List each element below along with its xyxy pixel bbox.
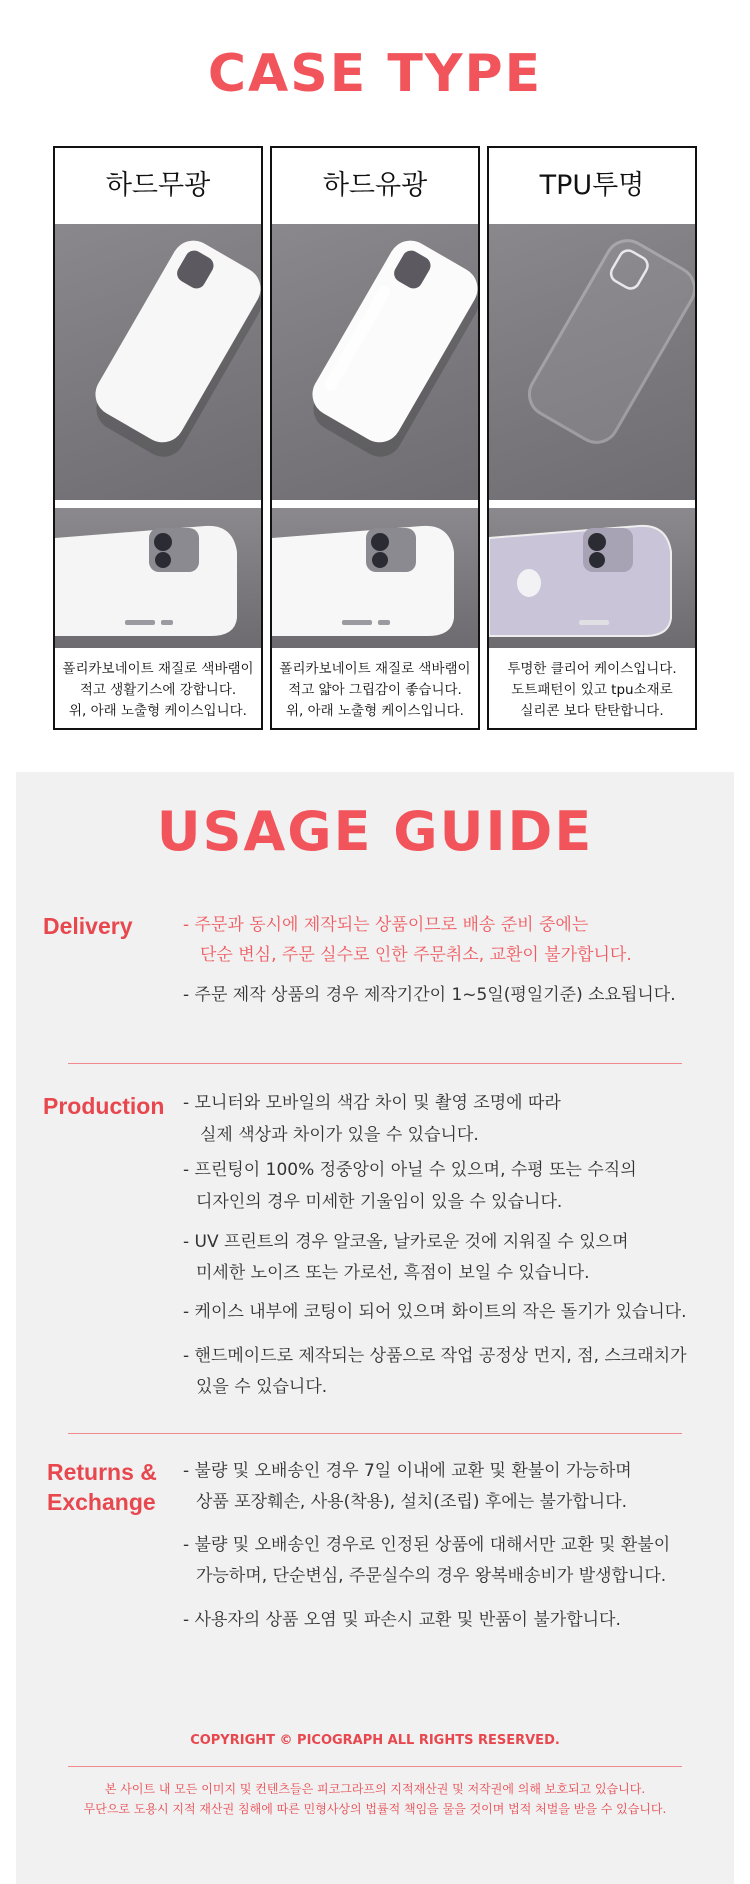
- case-photo-side: [55, 508, 261, 648]
- production-line: 미세한 노이즈 또는 가로선, 흑점이 보일 수 있습니다.: [196, 1263, 590, 1283]
- case-photo-side: [272, 508, 478, 648]
- delivery-line: - 주문과 동시에 제작되는 상품이므로 배송 준비 중에는: [183, 915, 589, 935]
- case-desc-line: 폴리카보네이트 재질로 색바램이: [62, 660, 254, 677]
- case-description: [489, 652, 695, 728]
- case-photo-side: [489, 508, 695, 648]
- production-line: - UV 프린트의 경우 알코올, 날카로운 것에 지워질 수 있으며: [183, 1232, 629, 1252]
- returns-line: - 사용자의 상품 오염 및 파손시 교환 및 반품이 불가합니다.: [183, 1610, 621, 1630]
- delivery-label: Delivery: [43, 913, 133, 939]
- case-name: 하드무광: [105, 170, 211, 201]
- returns-line: 가능하며, 단순변심, 주문실수의 경우 왕복배송비가 발생합니다.: [196, 1566, 667, 1586]
- production-line: 실제 색상과 차이가 있을 수 있습니다.: [200, 1125, 479, 1145]
- production-line: - 핸드메이드로 제작되는 상품으로 작업 공정상 먼지, 점, 스크래치가: [183, 1346, 687, 1366]
- usage-guide-title: USAGE GUIDE: [156, 800, 594, 863]
- case-name: TPU투명: [539, 170, 645, 201]
- returns-label: Returns &: [47, 1459, 157, 1485]
- copyright-notice: 무단으로 도용시 지적 재산권 침해에 따른 민형사상의 법률적 책임을 물을 것이며 법적 처벌을 받을 수 있습니다.: [83, 1802, 667, 1816]
- case-desc-line: 실리콘 보다 탄탄합니다.: [520, 702, 664, 719]
- case-desc-line: 투명한 클리어 케이스입니다.: [507, 660, 677, 677]
- production-line: 있을 수 있습니다.: [196, 1377, 328, 1397]
- delivery-line: - 주문 제작 상품의 경우 제작기간이 1~5일(평일기준) 소요됩니다.: [183, 985, 676, 1005]
- case-name: 하드유광: [322, 170, 428, 201]
- case-card-hard-matte: [53, 146, 263, 730]
- case-card-tpu-clear: [487, 146, 697, 730]
- section-divider: [68, 1063, 682, 1064]
- case-photo-front: [272, 224, 478, 500]
- returns-line: - 불량 및 오배송인 경우 7일 이내에 교환 및 환불이 가능하며: [183, 1461, 632, 1481]
- production-line: - 프린팅이 100% 정중앙이 아닐 수 있으며, 수평 또는 수직의: [183, 1160, 637, 1180]
- production-label: Production: [43, 1093, 165, 1119]
- delivery-line: 단순 변심, 주문 실수로 인한 주문취소, 교환이 불가합니다.: [200, 945, 632, 965]
- production-line: - 케이스 내부에 코팅이 되어 있으며 화이트의 작은 돌기가 있습니다.: [183, 1302, 687, 1322]
- case-desc-line: 위, 아래 노출형 케이스입니다.: [286, 702, 464, 719]
- case-photo-front: [489, 224, 695, 500]
- case-desc-line: 적고 얇아 그립감이 좋습니다.: [288, 681, 462, 698]
- section-divider: [68, 1433, 682, 1434]
- case-description: [272, 652, 478, 728]
- case-type-title: CASE TYPE: [207, 44, 543, 104]
- case-desc-line: 적고 생활기스에 강합니다.: [79, 681, 237, 698]
- exchange-label: Exchange: [47, 1489, 156, 1515]
- returns-line: 상품 포장훼손, 사용(착용), 설치(조립) 후에는 불가합니다.: [196, 1492, 628, 1512]
- copyright-text: COPYRIGHT © PICOGRAPH ALL RIGHTS RESERVED.: [190, 1733, 560, 1748]
- case-card-hard-gloss: [270, 146, 480, 730]
- case-desc-line: 위, 아래 노출형 케이스입니다.: [69, 702, 247, 719]
- case-description: [55, 652, 261, 728]
- case-desc-line: 폴리카보네이트 재질로 색바램이: [279, 660, 471, 677]
- production-line: 디자인의 경우 미세한 기울임이 있을 수 있습니다.: [196, 1192, 563, 1212]
- footer-divider: [68, 1766, 682, 1767]
- copyright-notice: 본 사이트 내 모든 이미지 및 컨텐츠들은 피코그라프의 지적재산권 및 저작권에 의해 보호되고 있습니다.: [104, 1782, 646, 1796]
- production-line: - 모니터와 모바일의 색감 차이 및 촬영 조명에 따라: [183, 1093, 561, 1113]
- returns-line: - 불량 및 오배송인 경우로 인정된 상품에 대해서만 교환 및 환불이: [183, 1535, 671, 1555]
- case-photo-front: [55, 224, 261, 500]
- case-desc-line: 도트패턴이 있고 tpu소재로: [511, 681, 673, 698]
